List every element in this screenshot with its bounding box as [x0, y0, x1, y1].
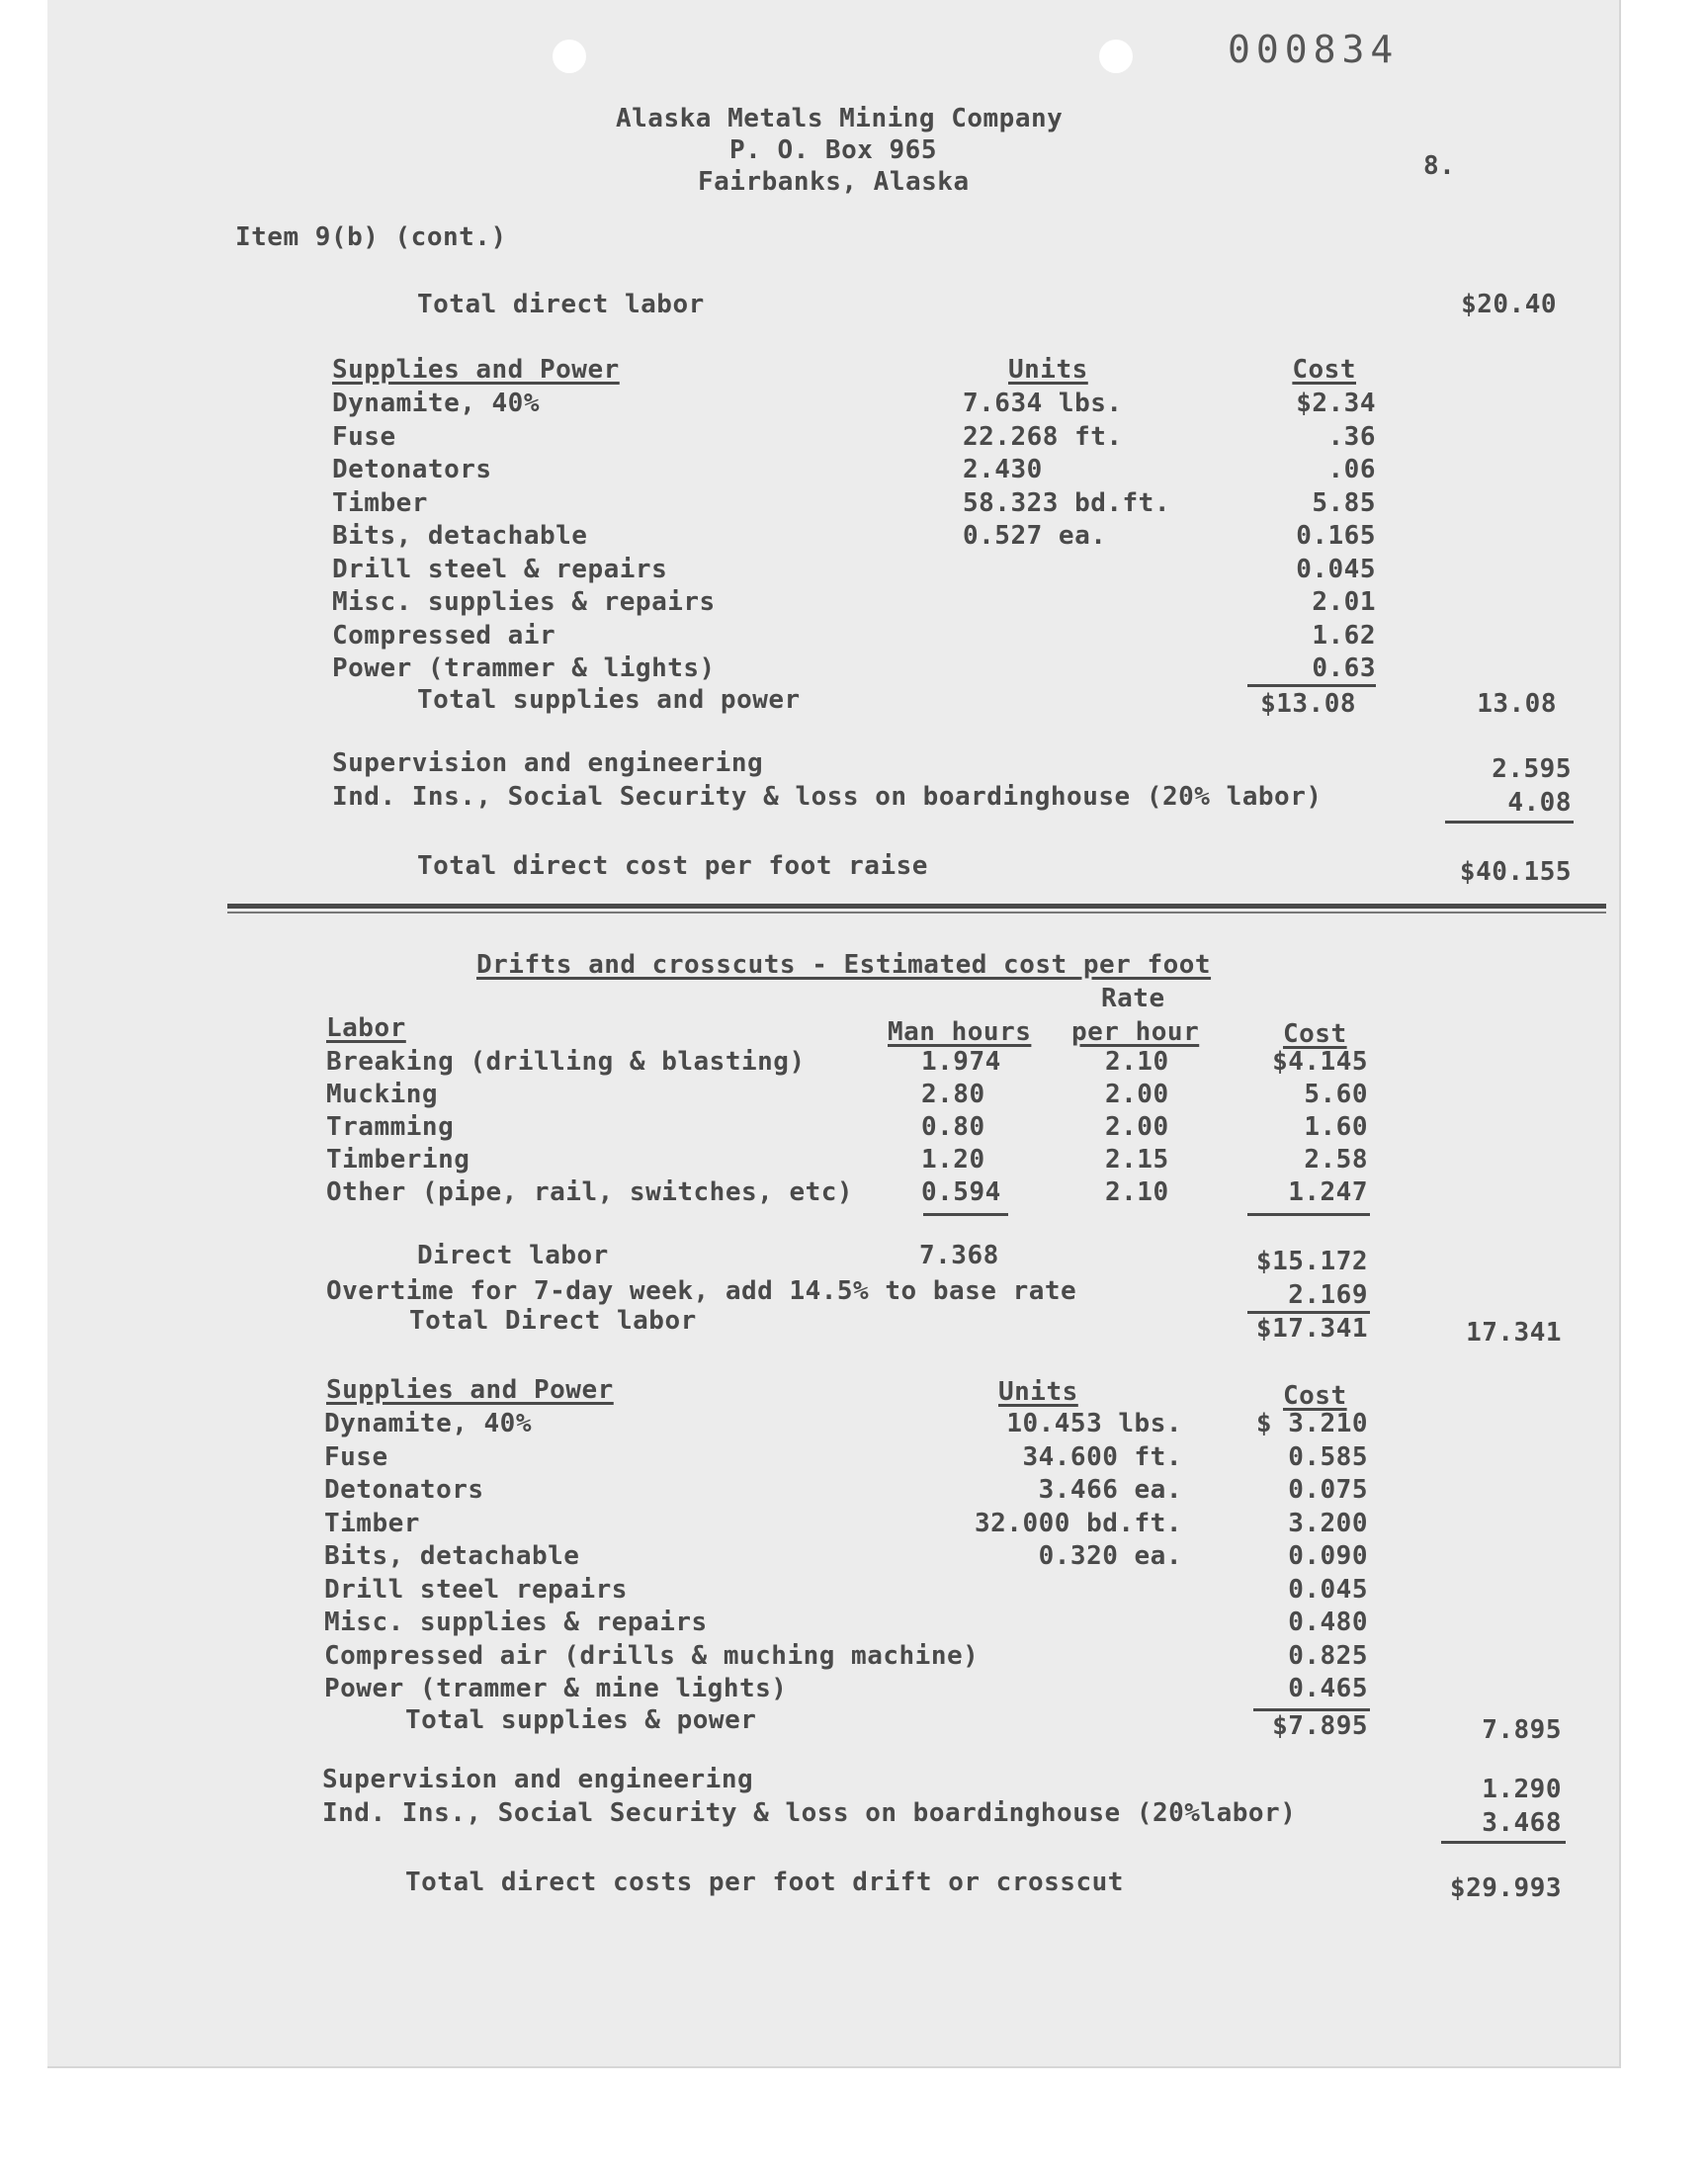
labor-item-cost: 2.58 [1304, 1145, 1368, 1174]
drift-supply-cost: 0.075 [1288, 1475, 1368, 1505]
labor-item-rate: 2.00 [1105, 1080, 1169, 1109]
raise-supply-cost: $2.34 [1296, 389, 1376, 418]
raise-supply-label: Dynamite, 40% [332, 389, 540, 418]
raise-supply-label: Compressed air [332, 620, 556, 651]
drifts-man-hours-header: Man hours [888, 1017, 1032, 1047]
raise-supervision-label: Supervision and engineering [332, 748, 764, 778]
raise-supply-label: Detonators [332, 455, 492, 484]
labor-cost-rule [1247, 1213, 1370, 1216]
drifts-total-supplies-label: Total supplies & power [405, 1705, 757, 1735]
drifts-cost-header-2: Cost [1283, 1381, 1347, 1411]
drift-supply-units: 0.320 ea. [1038, 1541, 1182, 1571]
labor-item-rate: 2.10 [1105, 1047, 1169, 1077]
punch-hole [553, 40, 586, 73]
raise-supply-cost: 0.63 [1312, 653, 1376, 683]
drifts-total-direct-labor-value: 17.341 [1466, 1318, 1562, 1348]
drifts-total-direct-labor-cost: $17.341 [1255, 1314, 1368, 1344]
drifts-supplies-header: Supplies and Power [326, 1375, 614, 1405]
drifts-cost-header: Cost [1283, 1019, 1347, 1049]
raise-supply-label: Timber [332, 487, 428, 518]
drift-supply-label: Fuse [324, 1441, 388, 1472]
drift-supply-label: Misc. supplies & repairs [324, 1608, 708, 1637]
drifts-ind-ins-value: 3.468 [1482, 1808, 1562, 1838]
drifts-title: Drifts and crosscuts - Estimated cost per foot [476, 950, 1212, 980]
labor-item-cost: 5.60 [1304, 1080, 1368, 1109]
drift-supply-label: Compressed air (drills & muching machine) [324, 1640, 980, 1671]
drifts-rate-header-1: Rate [1101, 984, 1165, 1013]
raise-subtotal-rule [1247, 684, 1376, 687]
drift-supply-label: Dynamite, 40% [324, 1409, 532, 1438]
drift-supply-units: 34.600 ft. [1022, 1441, 1182, 1472]
punch-hole [1099, 40, 1133, 73]
drifts-total-cost-label: Total direct costs per foot drift or crosscut [405, 1868, 1124, 1897]
document-number: 000834 [1228, 28, 1400, 71]
labor-item-hours: 1.974 [921, 1047, 1001, 1077]
drift-supply-units: 32.000 bd.ft. [975, 1508, 1182, 1538]
company-name: Alaska Metals Mining Company [616, 104, 1064, 133]
drift-supply-label: Detonators [324, 1475, 484, 1505]
raise-ind-ins-label: Ind. Ins., Social Security & loss on boardinghouse (20% labor) [332, 782, 1323, 812]
raise-supervision-value: 2.595 [1492, 754, 1572, 784]
raise-total-cost-label: Total direct cost per foot raise [417, 851, 928, 881]
overtime-cost: 2.169 [1288, 1280, 1368, 1310]
labor-item-cost: 1.247 [1288, 1177, 1368, 1207]
drifts-total-cost-value: $29.993 [1449, 1873, 1562, 1903]
labor-item-cost: 1.60 [1304, 1112, 1368, 1142]
raise-supplies-header: Supplies and Power [332, 355, 620, 385]
direct-labor-label: Direct labor [417, 1241, 609, 1270]
labor-item-rate: 2.15 [1105, 1145, 1169, 1174]
raise-total-direct-labor-value: $20.40 [1461, 290, 1557, 319]
drifts-supervision-value: 1.290 [1482, 1775, 1562, 1804]
drifts-total-supplies-value: 7.895 [1482, 1715, 1562, 1745]
labor-item-label: Timbering [326, 1145, 470, 1174]
section-divider-thin [227, 912, 1606, 914]
raise-total-direct-labor-label: Total direct labor [417, 290, 705, 319]
drift-supply-cost: 3.200 [1288, 1508, 1368, 1538]
drift-supply-label: Bits, detachable [324, 1541, 580, 1571]
section-divider [227, 904, 1606, 909]
drifts-supervision-label: Supervision and engineering [322, 1765, 754, 1794]
company-address: P. O. Box 965 [729, 135, 937, 165]
document-page [47, 0, 1621, 2068]
drifts-total-supplies-cost: $7.895 [1272, 1711, 1368, 1741]
company-city: Fairbanks, Alaska [698, 167, 970, 197]
drift-supply-label: Timber [324, 1508, 420, 1538]
drift-supply-cost: 0.090 [1288, 1541, 1368, 1571]
raise-units-header: Units [1008, 355, 1088, 385]
raise-total-supplies-label: Total supplies and power [417, 685, 801, 715]
raise-supply-label: Misc. supplies & repairs [332, 587, 716, 617]
raise-total-cost-value: $40.155 [1459, 857, 1572, 887]
direct-labor-hours: 7.368 [919, 1241, 999, 1270]
raise-total-supplies-cost: $13.08 [1260, 689, 1356, 719]
raise-supply-cost: .06 [1327, 455, 1376, 484]
drifts-total-direct-labor-label: Total Direct labor [409, 1306, 697, 1336]
raise-supply-cost: 5.85 [1312, 487, 1376, 518]
labor-item-label: Breaking (drilling & blasting) [326, 1047, 806, 1077]
drifts-total-rule [1441, 1841, 1566, 1844]
raise-supply-label: Drill steel & repairs [332, 554, 668, 584]
direct-labor-cost: $15.172 [1255, 1247, 1368, 1276]
drift-supply-cost: $ 3.210 [1255, 1409, 1368, 1438]
labor-item-rate: 2.00 [1105, 1112, 1169, 1142]
drift-supply-cost: 0.825 [1288, 1640, 1368, 1671]
raise-supply-cost: 2.01 [1312, 587, 1376, 617]
drift-supply-cost: 0.585 [1288, 1441, 1368, 1472]
drift-supply-label: Power (trammer & mine lights) [324, 1674, 788, 1703]
drift-supply-cost: 0.045 [1288, 1574, 1368, 1605]
raise-total-rule [1445, 821, 1574, 824]
drift-supply-cost: 0.465 [1288, 1674, 1368, 1703]
drifts-units-header: Units [998, 1377, 1078, 1407]
raise-supply-cost: 0.165 [1296, 521, 1376, 551]
hours-rule [923, 1213, 1008, 1216]
labor-item-hours: 2.80 [921, 1080, 985, 1109]
raise-ind-ins-value: 4.08 [1507, 788, 1572, 818]
drifts-ind-ins-label: Ind. Ins., Social Security & loss on boardinghouse (20%labor) [322, 1798, 1297, 1828]
raise-supply-units: 7.634 lbs. [963, 389, 1123, 418]
labor-item-hours: 0.594 [921, 1177, 1001, 1207]
raise-total-supplies-value: 13.08 [1477, 689, 1557, 719]
page-number: 8. [1423, 151, 1456, 181]
raise-cost-header: Cost [1292, 355, 1356, 385]
raise-supply-units: 2.430 [963, 455, 1043, 484]
drift-supply-label: Drill steel repairs [324, 1574, 628, 1605]
labor-item-label: Tramming [326, 1112, 455, 1142]
raise-supply-cost: 1.62 [1312, 620, 1376, 651]
labor-item-cost: $4.145 [1272, 1047, 1368, 1077]
drifts-labor-header: Labor [326, 1013, 406, 1043]
labor-item-hours: 0.80 [921, 1112, 985, 1142]
raise-supply-cost: .36 [1327, 421, 1376, 452]
labor-item-label: Other (pipe, rail, switches, etc) [326, 1177, 854, 1207]
raise-supply-label: Bits, detachable [332, 521, 588, 551]
item-heading: Item 9(b) (cont.) [235, 222, 507, 252]
labor-item-rate: 2.10 [1105, 1177, 1169, 1207]
overtime-label: Overtime for 7-day week, add 14.5% to base rate [326, 1276, 1077, 1306]
drift-supply-cost: 0.480 [1288, 1608, 1368, 1637]
labor-item-label: Mucking [326, 1080, 439, 1109]
raise-supply-units: 0.527 ea. [963, 521, 1107, 551]
drift-supply-units: 10.453 lbs. [1006, 1409, 1182, 1438]
raise-supply-label: Power (trammer & lights) [332, 653, 716, 683]
drift-supply-units: 3.466 ea. [1038, 1475, 1182, 1505]
raise-supply-cost: 0.045 [1296, 554, 1376, 584]
drifts-rate-header-2: per hour [1071, 1017, 1200, 1047]
raise-supply-units: 22.268 ft. [963, 421, 1123, 452]
labor-item-hours: 1.20 [921, 1145, 985, 1174]
raise-supply-label: Fuse [332, 421, 396, 452]
raise-supply-units: 58.323 bd.ft. [963, 487, 1170, 518]
